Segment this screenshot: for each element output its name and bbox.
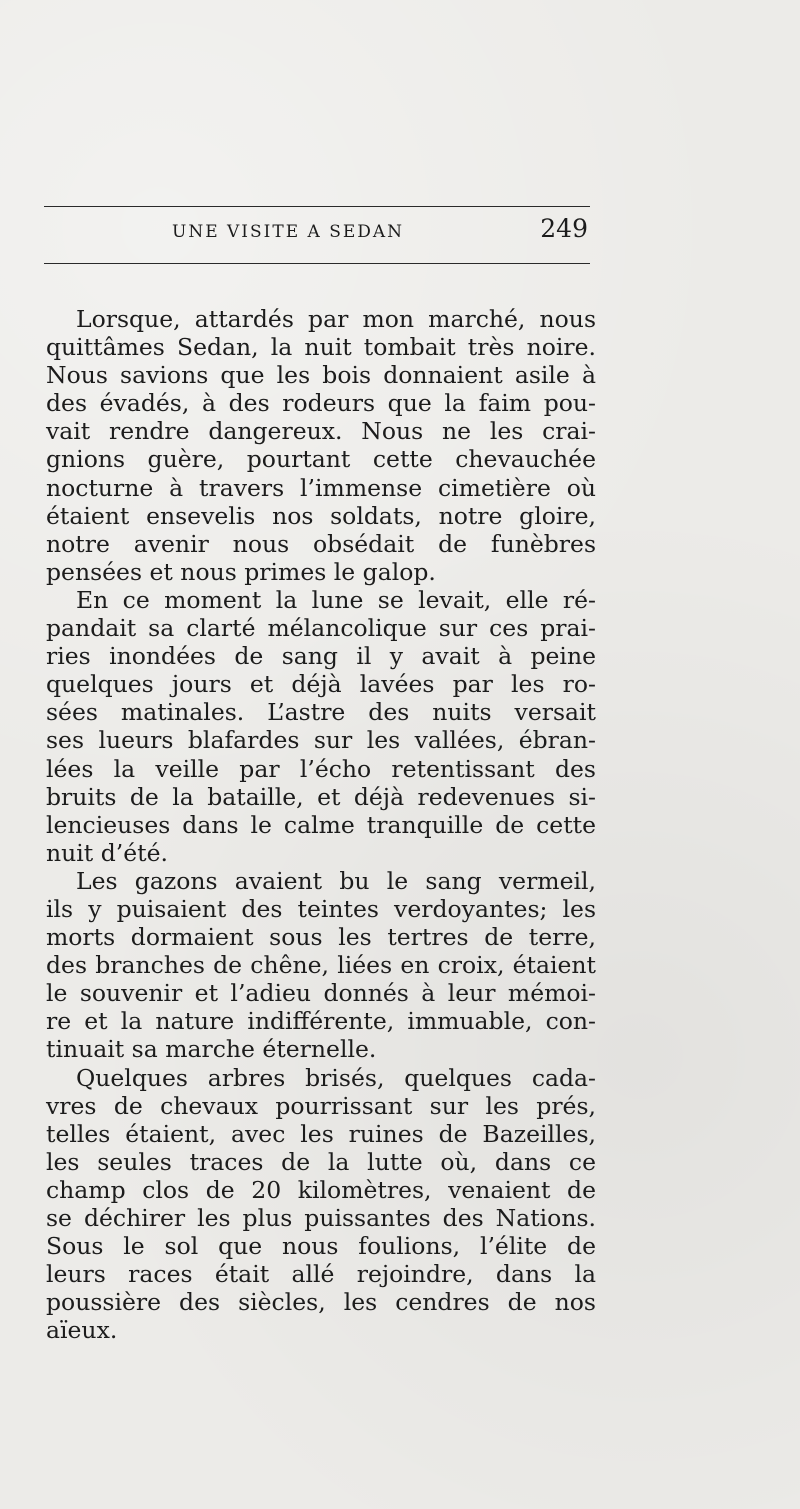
paragraph	[46, 1064, 596, 1345]
text-line: pensées et nous primes le galop.	[46, 557, 436, 586]
text-line: notre avenir nous obsédait de funèbres	[46, 529, 596, 558]
text-line: quittâmes Sedan, la nuit tombait très noire.	[46, 333, 596, 362]
text-line: ries inondées de sang il y avait à peine	[46, 642, 596, 671]
text-line: des branches de chêne, liées en croix, étaient	[46, 951, 596, 980]
text-line: lées la veille par l’écho retentissant des	[46, 754, 596, 783]
text-line: sées matinales. L’astre des nuits versait	[46, 698, 596, 727]
text-line: nuit d’été.	[46, 838, 168, 867]
header-rule-top	[44, 206, 590, 207]
text-line: se déchirer les plus puissantes des Nations.	[46, 1204, 596, 1232]
text-line: quelques jours et déjà lavées par les ro-	[46, 670, 596, 699]
text-line: vres de chevaux pourrissant sur les prés,	[46, 1091, 596, 1120]
text-line: les seules traces de la lutte où, dans ce	[46, 1147, 596, 1176]
text-line: Lorsque, attardés par mon marché, nous	[76, 305, 596, 333]
text-line: Nous savions que les bois donnaient asile à	[46, 361, 596, 390]
text-line: pandait sa clarté mélancolique sur ces prai-	[46, 614, 596, 643]
text-line: telles étaient, avec les ruines de Bazeilles,	[46, 1119, 596, 1148]
text-line: étaient ensevelis nos soldats, notre gloire,	[46, 501, 596, 530]
text-line: Les gazons avaient bu le sang vermeil,	[76, 866, 596, 895]
text-line: leurs races était allé rejoindre, dans la	[46, 1260, 596, 1289]
text-line: Sous le sol que nous foulions, l’élite de	[46, 1232, 596, 1261]
text-line: ils y puisaient des teintes verdoyantes; les	[46, 894, 596, 923]
paragraph	[46, 867, 596, 1064]
text-line: ses lueurs blafardes sur les vallées, ébran-	[46, 726, 596, 755]
text-line: gnions guère, pourtant cette chevauchée	[46, 445, 596, 474]
text-line: poussière des siècles, les cendres de nos	[46, 1288, 596, 1317]
text-line: nocturne à travers l’immense cimetière où	[46, 473, 596, 502]
text-line: champ clos de 20 kilomètres, venaient de	[46, 1175, 596, 1204]
text-line: bruits de la bataille, et déjà redevenues si-	[46, 782, 596, 811]
page-number: 249	[540, 214, 588, 243]
text-line: aïeux.	[46, 1316, 118, 1345]
paragraph	[46, 305, 596, 586]
text-line: le souvenir et l’adieu donnés à leur mémoi-	[46, 979, 596, 1008]
text-line: re et la nature indifférente, immuable, con-	[46, 1007, 596, 1036]
text-line: lencieuses dans le calme tranquille de cette	[46, 810, 596, 839]
text-line: tinuait sa marche éternelle.	[46, 1035, 377, 1064]
header-rule-bottom	[44, 263, 590, 264]
text-line: En ce moment la lune se levait, elle ré-	[76, 585, 596, 614]
body-text	[46, 305, 596, 1344]
text-line: morts dormaient sous les tertres de terre,	[46, 923, 596, 952]
text-line: des évadés, à des rodeurs que la faim pou-	[46, 389, 596, 418]
running-title: UNE VISITE A SEDAN	[172, 222, 405, 242]
page-header	[44, 216, 590, 252]
paragraph	[46, 586, 596, 867]
text-line: Quelques arbres brisés, quelques cada-	[76, 1063, 596, 1092]
text-line: vait rendre dangereux. Nous ne les crai-	[46, 417, 596, 446]
